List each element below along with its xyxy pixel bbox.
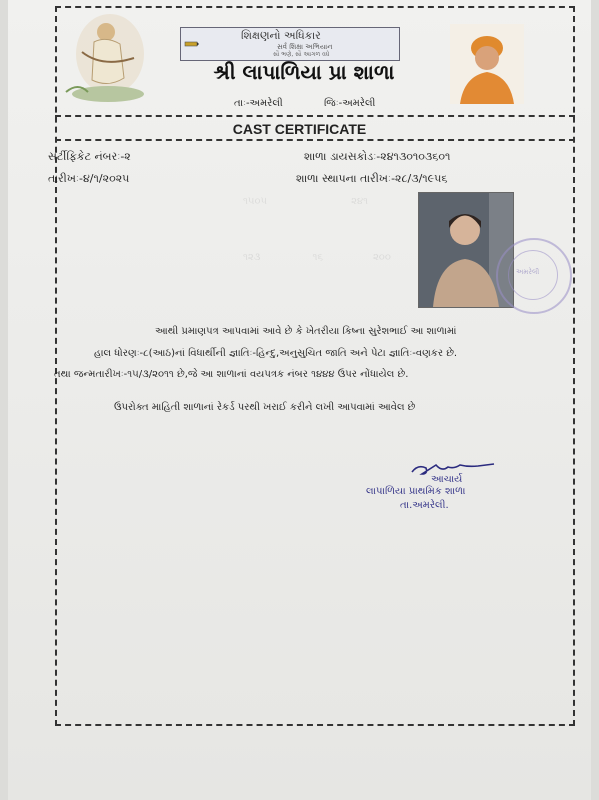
dashed-border bbox=[55, 6, 575, 726]
bleed-through-text: ૧૨૩ ૧૬ ૨૦૦ bbox=[243, 252, 391, 263]
certificate-number: સર્ટીફિકેટ નંબરઃ-૨ bbox=[48, 150, 131, 163]
campaign-banner bbox=[180, 27, 400, 61]
school-name: શ્રી લાપાળિયા પ્રા શાળા bbox=[213, 60, 395, 84]
pencil-icon bbox=[183, 36, 199, 52]
signature-role: આચાર્ય bbox=[431, 474, 463, 485]
vivekananda-portrait bbox=[450, 24, 524, 104]
body-line-2: હાલ ધોરણઃ-૮(આઠ)નાં વિધાર્થીની જ્ઞાતિઃ-હિન્દુ,અનુસુચિત જાતિ અને પેટા જ્ઞાતિઃ-વણકર છે. bbox=[94, 348, 458, 359]
stamp-text: અમરેલી bbox=[516, 268, 540, 276]
district-label: જિઃ-અમરેલી bbox=[324, 98, 376, 109]
taluka-label: તાઃ-અમરેલી bbox=[234, 98, 283, 109]
signature-school: લાપાળિયા પ્રાથમિક શાળા bbox=[366, 486, 466, 497]
banner-subheading: સર્વ શિક્ષા અભિયાન bbox=[277, 43, 333, 51]
certificate-title: CAST CERTIFICATE bbox=[232, 121, 367, 137]
body-line-3: તથા જન્મતારીખઃ-૧૫/૩/૨૦૧૧ છે,જે આ શાળાનાં વયપત્રક નંબર ૧૪૪૪ ઉપર નોંધાયેલ છે. bbox=[54, 369, 409, 380]
bleed-through-text: ૧૫૦૫ ૨૪૧ bbox=[243, 196, 369, 207]
banner-slogan: સૌ ભણે, સૌ આગળ વધે bbox=[273, 51, 330, 58]
title-divider bbox=[55, 139, 575, 141]
saraswati-image bbox=[62, 10, 166, 106]
certificate-sheet bbox=[8, 0, 591, 800]
school-establishment-date: શાળા સ્થાપના તારીખઃ-૨૮/૩/૧૯૫૬ bbox=[296, 172, 448, 185]
signature-place: તા.અમરેલી. bbox=[400, 500, 449, 511]
school-dise-code: શાળા ડાયસકોડઃ-૨૪૧૩૦૧૦૩૬૦૧ bbox=[304, 150, 451, 163]
body-line-1: આથી પ્રમાણપત્ર આપવામાં આવે છે કે ખેતરીયા કિષ્ના સુરેશભાઈ આ શાળામાં bbox=[155, 326, 457, 337]
banner-heading: શિક્ષણનો અધિકાર bbox=[241, 29, 321, 42]
header-divider bbox=[55, 115, 575, 117]
certificate-date: તારીખઃ-૪/૧/૨૦૨૫ bbox=[48, 172, 130, 185]
official-stamp bbox=[496, 238, 572, 314]
body-line-4: ઉપરોક્ત માહિતી શાળાનાં રેકર્ડ પરથી ખરાઈ કરીને લખી આપવામાં આવેલ છે bbox=[114, 402, 416, 413]
